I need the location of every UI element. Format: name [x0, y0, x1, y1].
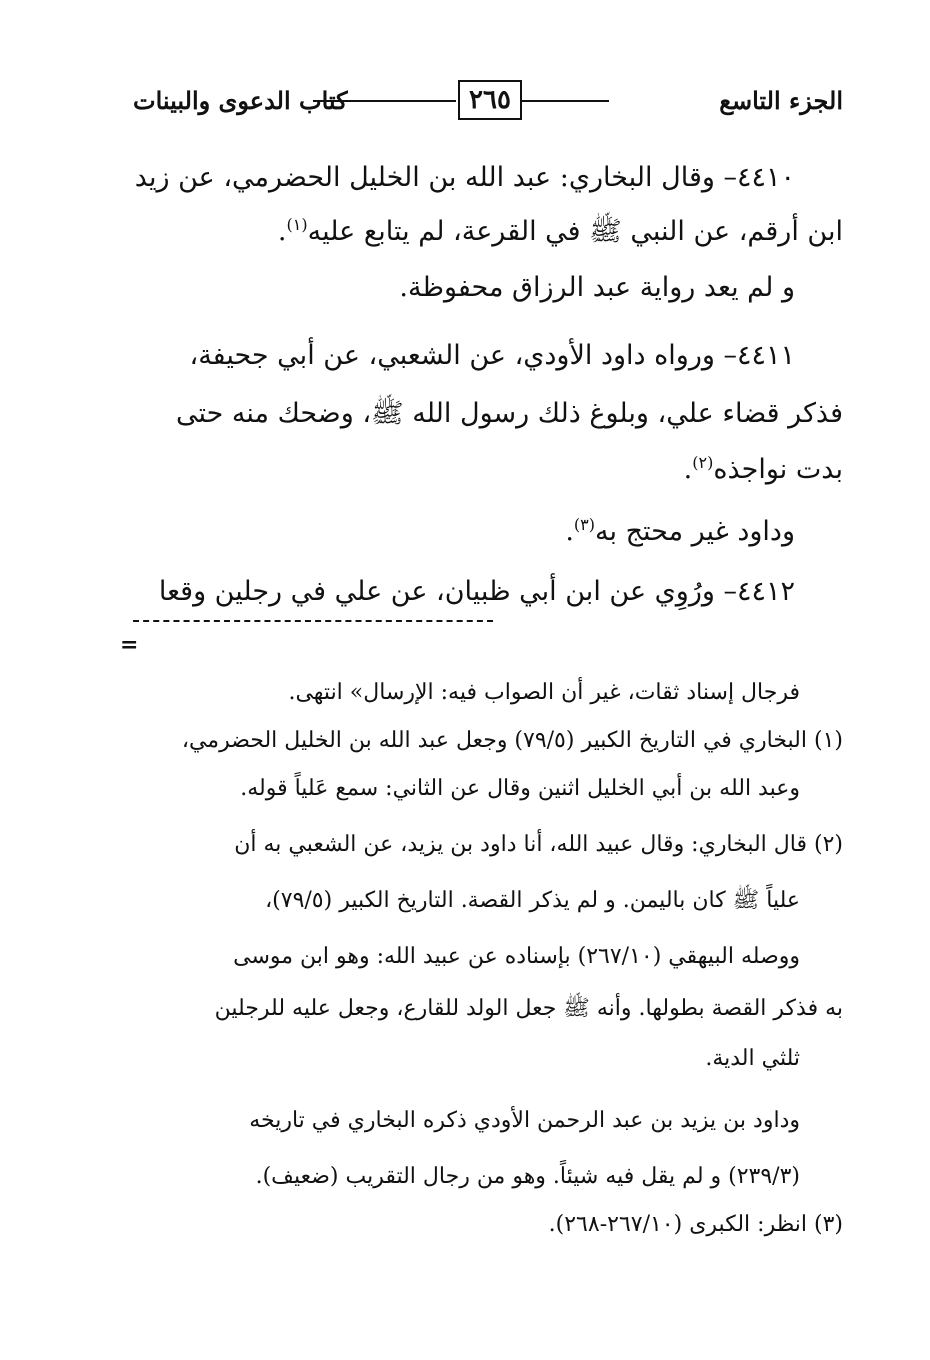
footnote-line: علياً ﷺ كان باليمن. و لم يذكر القصة. التاريخ الكبير (٧٩/٥)،: [265, 888, 800, 913]
body-line: ٤٤١٠– وقال البخاري: عبد الله بن الخليل الحضرمي، عن زيد: [134, 162, 795, 193]
header-rule-right: [522, 100, 609, 102]
footnote-ref: (٣): [573, 515, 595, 534]
body-line: بدت نواجذه$^{(٢)}$.: [683, 453, 843, 485]
continuation-mark: =: [120, 632, 139, 658]
body-line: ٤٤١٢– ورُوِي عن ابن أبي ظبيان، عن علي في رجلين وقعا: [158, 576, 795, 607]
body-line: وداود غير محتج به$^{(٣)}$.: [565, 515, 795, 547]
footnote-line: ثلثي الدية.: [705, 1046, 800, 1071]
footnote-line: وعبد الله بن أبي الخليل اثنين وقال عن الثاني: سمع عَلياً قوله.: [240, 776, 800, 801]
body-line: ابن أرقم، عن النبي ﷺ في القرعة، لم يتابع عليه$^{(١)}$.: [277, 215, 843, 247]
book-title: كتاب الدعوى والبينات: [133, 86, 348, 115]
page-number: ٢٦٥: [458, 80, 522, 120]
footnote-line: وداود بن يزيد بن عبد الرحمن الأودي ذكره البخاري في تاريخه: [249, 1108, 800, 1133]
body-line: و لم يعد رواية عبد الرزاق محفوظة.: [399, 272, 795, 303]
footnote-line: (٢٣٩/٣) و لم يقل فيه شيئاً. وهو من رجال التقريب (ضعيف).: [255, 1164, 800, 1189]
footnote-ref: (٢): [692, 453, 714, 472]
footnote-ref: (١): [286, 215, 308, 234]
body-line: فذكر قضاء علي، وبلوغ ذلك رسول الله ﷺ، وضحك منه حتى: [176, 398, 843, 429]
footnote-line: ووصله البيهقي (٢٦٧/١٠) بإسناده عن عبيد الله: وهو ابن موسى: [233, 944, 800, 969]
footnote-line: (١) البخاري في التاريخ الكبير (٧٩/٥) وجعل عبد الله بن الخليل الحضرمي،: [181, 728, 843, 753]
footnote-separator: [133, 620, 493, 622]
footnote-line: (٣) انظر: الكبرى (٢٦٧/١٠-٢٦٨).: [548, 1212, 843, 1237]
footnote-line: به فذكر القصة بطولها. وأنه ﷺ جعل الولد للقارع، وجعل عليه للرجلين: [214, 996, 843, 1021]
footnote-line: (٢) قال البخاري: وقال عبيد الله، أنا داود بن يزيد، عن الشعبي به أن: [234, 832, 843, 857]
volume-label: الجزء التاسع: [719, 86, 843, 115]
page-header: [133, 80, 843, 124]
footnote-line: فرجال إسناد ثقات، غير أن الصواب فيه: الإرسال» انتهى.: [288, 680, 800, 705]
body-line: ٤٤١١– ورواه داود الأودي، عن الشعبي، عن أبي جحيفة،: [189, 340, 795, 371]
